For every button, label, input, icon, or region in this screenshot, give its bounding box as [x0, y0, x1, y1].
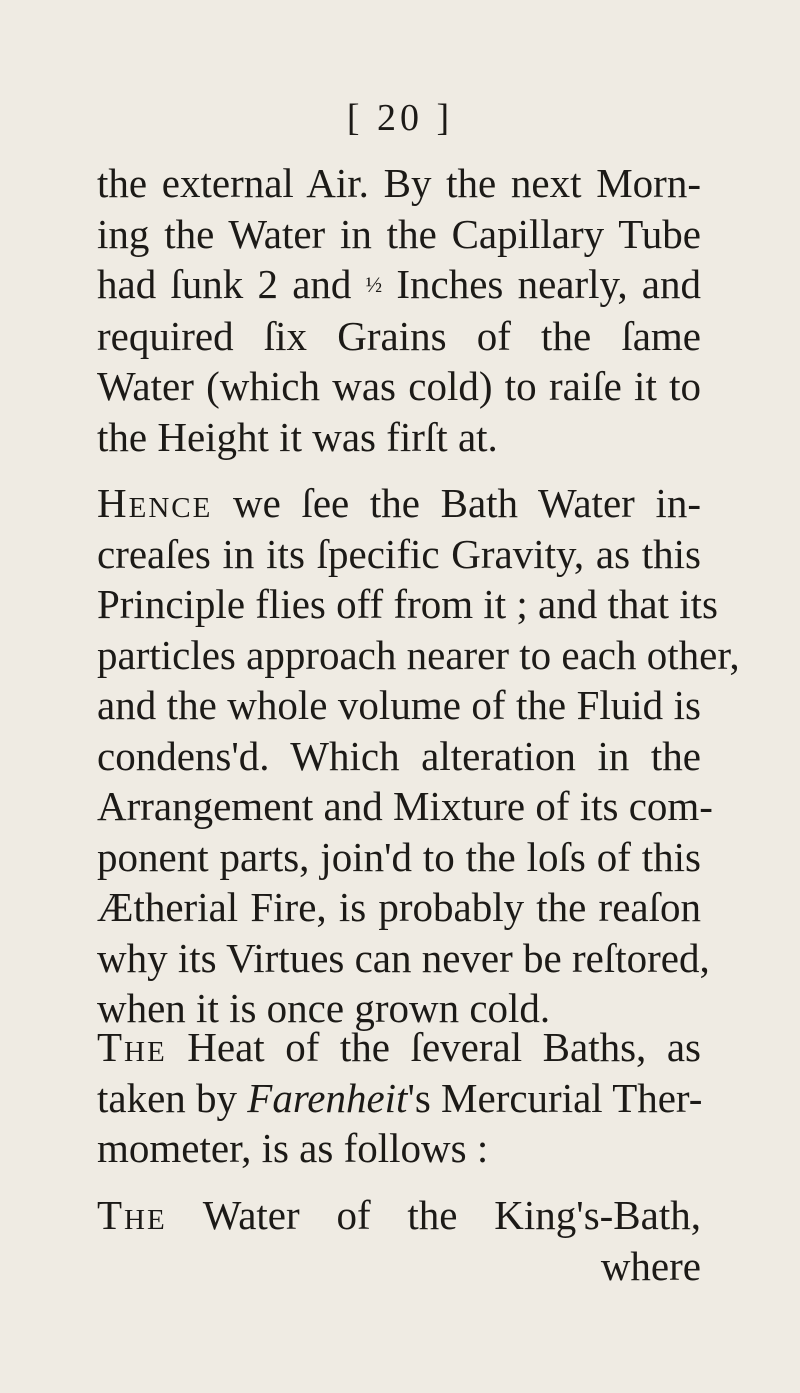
line: why its Virtues can never be reſtored,: [97, 934, 710, 981]
catchword: where: [600, 1242, 701, 1289]
lead-word: The: [97, 1192, 167, 1238]
fraction: ½: [365, 272, 383, 297]
line: ing the Water in the Capillary Tube: [97, 210, 701, 257]
line: required ſix Grains of the ſame: [97, 312, 701, 359]
paragraph-3: [97, 1022, 701, 1174]
line: when it is once grown cold.: [97, 985, 551, 1031]
lead-word: The: [97, 1024, 167, 1070]
line: taken by Farenheit's Mercurial Ther-: [97, 1074, 703, 1121]
line: creaſes in its ſpecific Gravity, as this: [97, 530, 701, 577]
line: Water (which was cold) to raiſe it to: [97, 363, 701, 409]
line: Ætherial Fire, is probably the reaſon: [97, 884, 701, 930]
paragraph-4: [97, 1190, 701, 1291]
paragraph-1: [97, 158, 701, 462]
line: the Height it was firſt at.: [97, 413, 498, 460]
line: the external Air. By the next Morn-: [97, 160, 701, 206]
lead-word: Hence: [97, 480, 213, 526]
paragraph-2: [97, 478, 740, 1034]
line: Hence we ſee the Bath Water in-: [97, 480, 701, 526]
line: and the whole volume of the Fluid is: [97, 682, 701, 728]
line: The Water of the King's-Bath,: [97, 1192, 701, 1238]
line: mometer, is as follows :: [97, 1125, 489, 1171]
line: Principle flies off from it ; and that its: [97, 581, 718, 627]
page-number: [ 20 ]: [346, 97, 454, 139]
line: The Heat of the ſeveral Baths, as: [97, 1024, 701, 1070]
line: condens'd. Which alteration in the: [97, 732, 701, 779]
line: had ſunk 2 and ½ Inches nearly, and: [97, 261, 701, 307]
italic-name: Farenheit: [247, 1074, 408, 1121]
line: Arrangement and Mixture of its com-: [97, 783, 713, 829]
line: ponent parts, join'd to the loſs of this: [97, 833, 701, 880]
line: particles approach nearer to each other,: [97, 631, 740, 678]
